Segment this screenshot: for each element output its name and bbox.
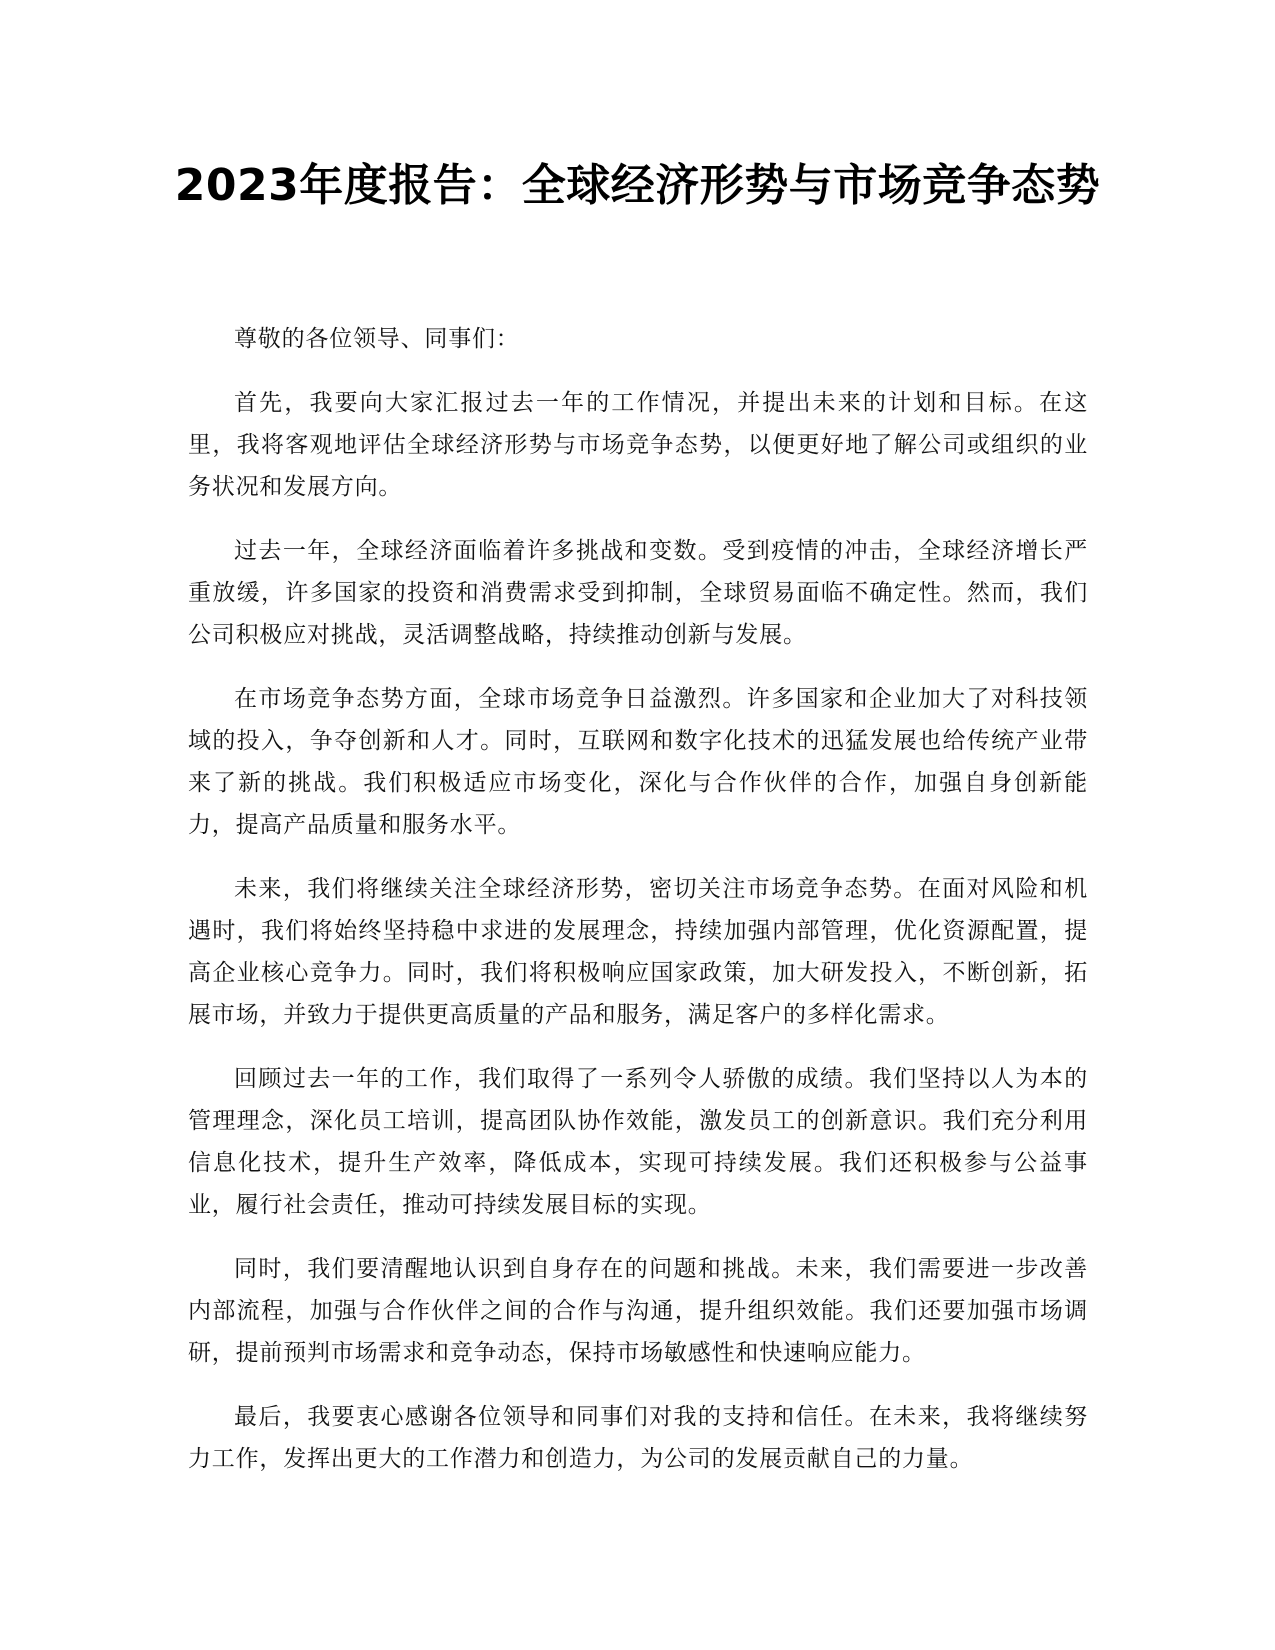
paragraph-salutation: 尊敬的各位领导、同事们：: [234, 326, 520, 352]
paragraph-achievements: 回顾过去一年的工作，我们取得了一系列令人骄傲的成绩。我们坚持以人为本的管理理念，深化员工培训，提高团队协作效能，激发员工的创新意识。我们充分利用信息化技术，提升生产效率，降低成本，实现可持续发展。我们还积极参与公益事业，履行社会责任，推动可持续发展目标的实现。: [188, 1066, 1088, 1218]
paragraph-future-plans: 未来，我们将继续关注全球经济形势，密切关注市场竞争态势。在面对风险和机遇时，我们将始终坚持稳中求进的发展理念，持续加强内部管理，优化资源配置，提高企业核心竞争力。同时，我们将积极响应国家政策，加大研发投入，不断创新，拓展市场，并致力于提供更高质量的产品和服务，满足客户的多样化需求。: [188, 876, 1088, 1028]
paragraph-challenges: 同时，我们要清醒地认识到自身存在的问题和挑战。未来，我们需要进一步改善内部流程，加强与合作伙伴之间的合作与沟通，提升组织效能。我们还要加强市场调研，提前预判市场需求和竞争动态，保持市场敏感性和快速响应能力。: [188, 1256, 1088, 1366]
paragraph-global-economy: 过去一年，全球经济面临着许多挑战和变数。受到疫情的冲击，全球经济增长严重放缓，许多国家的投资和消费需求受到抑制，全球贸易面临不确定性。然而，我们公司积极应对挑战，灵活调整战略，持续推动创新与发展。: [188, 538, 1088, 648]
document-title: 2023年度报告：全球经济形势与市场竞争态势: [174, 160, 1101, 211]
paragraph-market-competition: 在市场竞争态势方面，全球市场竞争日益激烈。许多国家和企业加大了对科技领域的投入，争夺创新和人才。同时，互联网和数字化技术的迅猛发展也给传统产业带来了新的挑战。我们积极适应市场变化，深化与合作伙伴的合作，加强自身创新能力，提高产品质量和服务水平。: [188, 686, 1088, 838]
paragraph-closing: 最后，我要衷心感谢各位领导和同事们对我的支持和信任。在未来，我将继续努力工作，发挥出更大的工作潜力和创造力，为公司的发展贡献自己的力量。: [188, 1404, 1088, 1472]
document-body: [188, 318, 1088, 1502]
paragraph-introduction: 首先，我要向大家汇报过去一年的工作情况，并提出未来的计划和目标。在这里，我将客观地评估全球经济形势与市场竞争态势，以便更好地了解公司或组织的业务状况和发展方向。: [188, 390, 1088, 500]
